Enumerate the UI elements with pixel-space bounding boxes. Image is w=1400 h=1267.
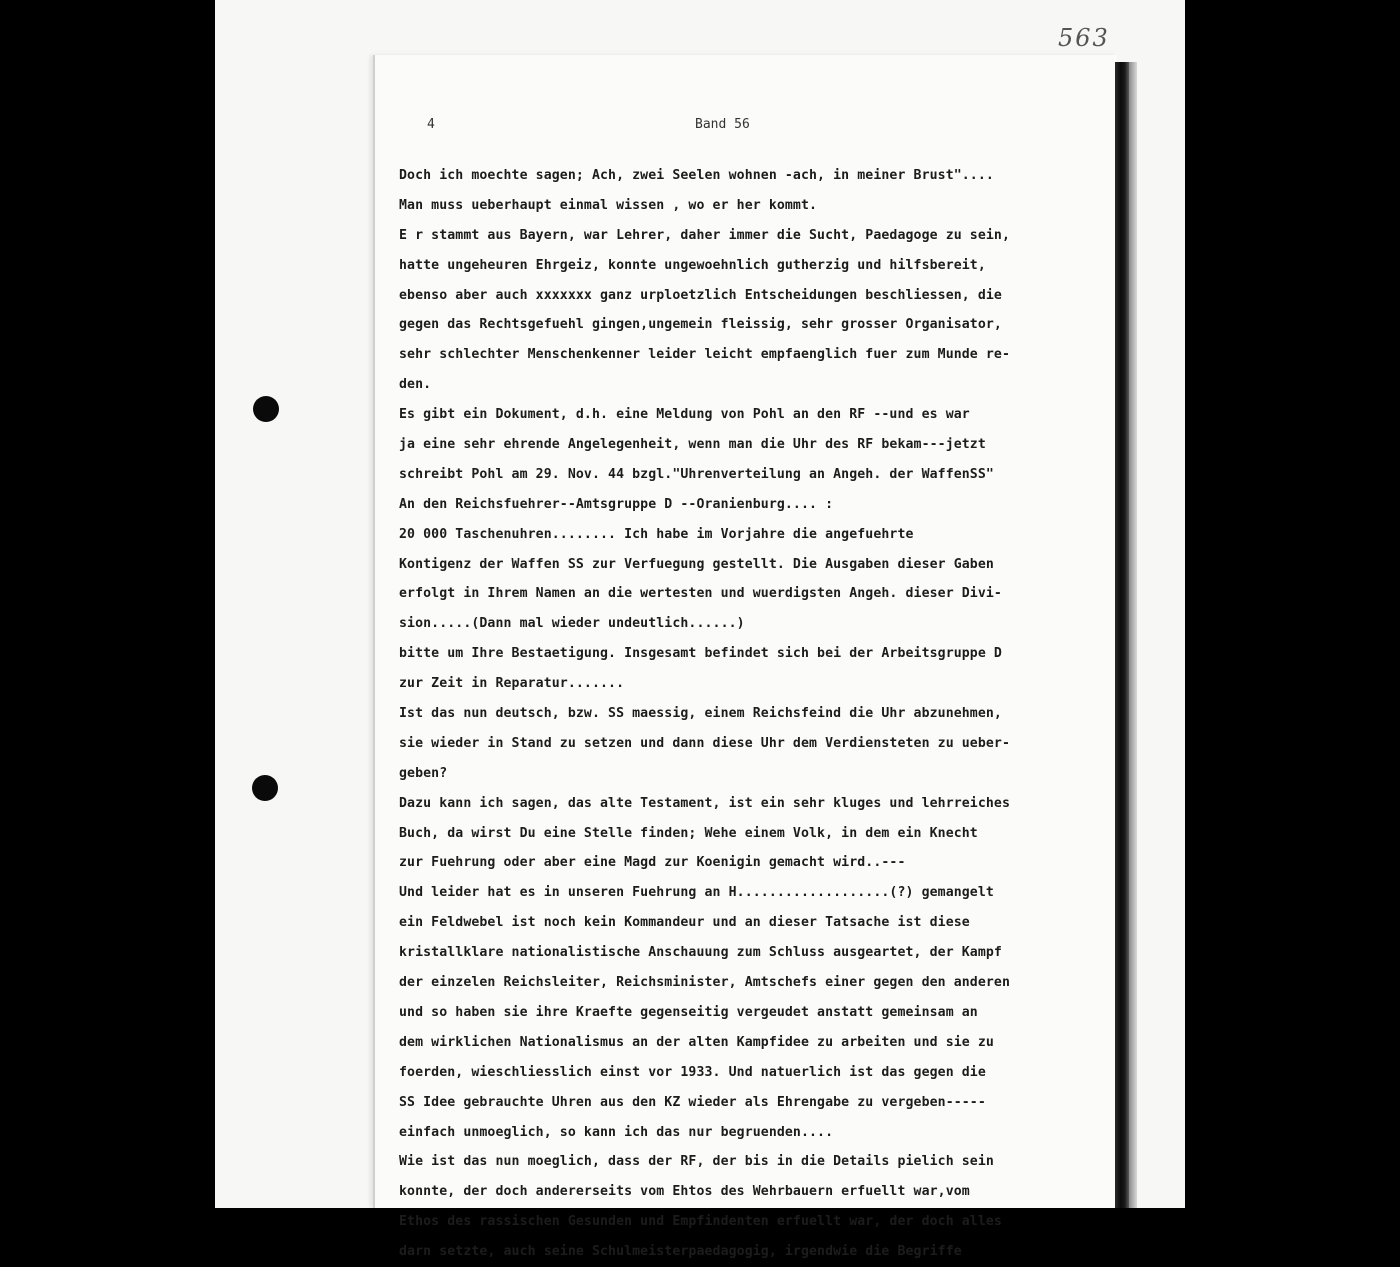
- typed-body: [399, 161, 1089, 1267]
- text-line: Man muss ueberhaupt einmal wissen , wo er her kommt.: [399, 197, 818, 213]
- text-line: Ist das nun deutsch, bzw. SS maessig, einem Reichsfeind die Uhr abzunehmen,: [399, 706, 1002, 722]
- text-line: ein Feldwebel ist noch kein Kommandeur und an dieser Tatsache ist diese: [399, 915, 970, 931]
- text-line: sion.....(Dann mal wieder undeutlich......): [399, 616, 745, 632]
- punch-hole: [252, 775, 278, 801]
- text-line: Und leider hat es in unseren Fuehrung an H...................(?) gemangelt: [399, 885, 994, 901]
- page-number: 4: [427, 117, 435, 132]
- page-edge-highlight: [1129, 62, 1137, 1208]
- text-line: Es gibt ein Dokument, d.h. eine Meldung von Pohl an den RF --und es war: [399, 407, 970, 423]
- text-line: darn setzte, auch seine Schulmeisterpaedagogig, irgendwie die Begriffe: [399, 1244, 962, 1260]
- text-line: gegen das Rechtsgefuehl gingen,ungemein fleissig, sehr grosser Organisator,: [399, 317, 1002, 333]
- text-line: kristallklare nationalistische Anschauung zum Schluss ausgeartet, der Kampf: [399, 945, 1002, 961]
- text-line: Dazu kann ich sagen, das alte Testament, ist ein sehr kluges und lehrreiches: [399, 795, 1011, 811]
- text-line: zur Zeit in Reparatur.......: [399, 676, 625, 692]
- volume-label: Band 56: [695, 117, 750, 132]
- text-line: SS Idee gebrauchte Uhren aus den KZ wieder als Ehrengabe zu vergeben-----: [399, 1094, 986, 1110]
- text-line: E r stammt aus Bayern, war Lehrer, daher immer die Sucht, Paedagoge zu sein,: [399, 227, 1011, 243]
- archive-number: 563: [1058, 24, 1110, 52]
- text-line: zur Fuehrung oder aber eine Magd zur Koenigin gemacht wird..---: [399, 855, 906, 871]
- text-line: 20 000 Taschenuhren........ Ich habe im Vorjahre die angefuehrte: [399, 526, 914, 542]
- punch-hole: [253, 396, 279, 422]
- text-line: einfach unmoeglich, so kann ich das nur begruenden....: [399, 1124, 834, 1140]
- text-line: sie wieder in Stand zu setzen und dann diese Uhr dem Verdiensteten zu ueber-: [399, 735, 1011, 751]
- text-line: Kontigenz der Waffen SS zur Verfuegung gestellt. Die Ausgaben dieser Gaben: [399, 556, 994, 572]
- text-line: bitte um Ihre Bestaetigung. Insgesamt befindet sich bei der Arbeitsgruppe D: [399, 646, 1002, 662]
- text-line: Buch, da wirst Du eine Stelle finden; Wehe einem Volk, in dem ein Knecht: [399, 825, 978, 841]
- page-edge-shadow: [1115, 62, 1129, 1208]
- text-line: geben?: [399, 765, 448, 781]
- text-line: ebenso aber auch xxxxxxx ganz urploetzlich Entscheidungen beschliessen, die: [399, 287, 1002, 303]
- text-line: ja eine sehr ehrende Angelegenheit, wenn man die Uhr des RF bekam---jetzt: [399, 437, 986, 453]
- text-line: schreibt Pohl am 29. Nov. 44 bzgl."Uhrenverteilung an Angeh. der WaffenSS": [399, 466, 994, 482]
- text-line: und so haben sie ihre Kraefte gegenseitig vergeudet anstatt gemeinsam an: [399, 1004, 978, 1020]
- text-line: sehr schlechter Menschenkenner leider leicht empfaenglich fuer zum Munde re-: [399, 347, 1011, 363]
- text-line: foerden, wieschliesslich einst vor 1933. Und natuerlich ist das gegen die: [399, 1064, 986, 1080]
- text-line: der einzelen Reichsleiter, Reichsminister, Amtschefs einer gegen den anderen: [399, 975, 1011, 991]
- text-line: Wie ist das nun moeglich, dass der RF, der bis in die Details pielich sein: [399, 1154, 994, 1170]
- text-line: konnte, der doch andererseits vom Ehtos des Wehrbauern erfuellt war,vom: [399, 1184, 970, 1200]
- text-line: hatte ungeheuren Ehrgeiz, konnte ungewoehnlich gutherzig und hilfsbereit,: [399, 257, 986, 273]
- text-line: Doch ich moechte sagen; Ach, zwei Seelen wohnen -ach, in meiner Brust"....: [399, 168, 994, 183]
- text-line: dem wirklichen Nationalismus an der alten Kampfidee zu arbeiten und sie zu: [399, 1034, 994, 1050]
- typed-page: [373, 55, 1117, 1260]
- text-line: erfolgt in Ihrem Namen an die wertesten und wuerdigsten Angeh. dieser Divi-: [399, 586, 1002, 602]
- scanned-sheet: [215, 0, 1185, 1260]
- text-line: An den Reichsfuehrer--Amtsgruppe D --Oranienburg.... :: [399, 496, 834, 512]
- text-line: den.: [399, 377, 432, 393]
- text-line: Ethos des rassischen Gesunden und Empfindenten erfuellt war, der doch alles: [399, 1214, 1002, 1230]
